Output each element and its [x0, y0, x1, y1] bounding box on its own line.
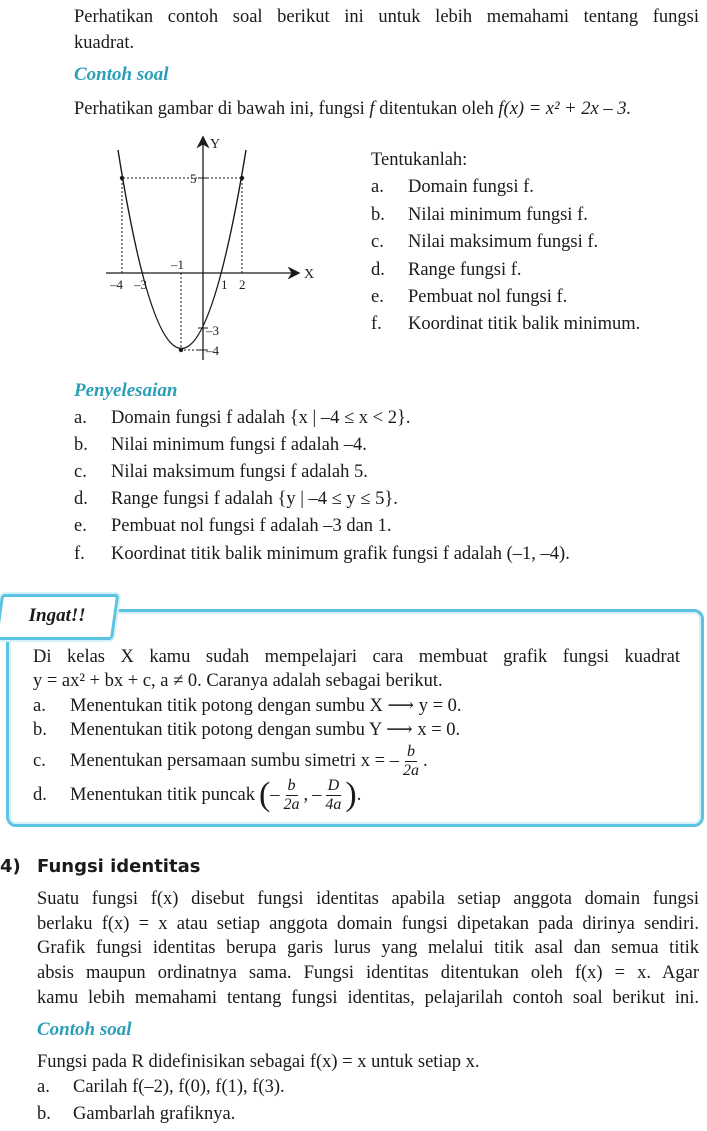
point-max-right [240, 176, 244, 180]
period: . [422, 750, 428, 771]
open-paren: ( [258, 776, 271, 813]
solution-text: Pembuat nol fungsi f adalah –3 dan 1. [111, 516, 392, 536]
statement-formula: f(x) = x² + 2x – 3. [498, 99, 632, 119]
tick-label-5: 5 [190, 171, 197, 186]
fraction-b-over-2a: $\frac{b}{2a}$ [283, 776, 300, 813]
task-label: a. [371, 177, 384, 197]
section4-para-line: absis maupun ordinatnya sama. Fungsi identitas ditentukan oleh f(x) = x. Agar [37, 963, 699, 983]
solution-label: f. [74, 544, 85, 564]
example-statement [74, 96, 631, 122]
solution-label: c. [74, 462, 87, 482]
solution-label: e. [74, 516, 87, 536]
task-item [371, 260, 522, 281]
solution-text: Domain fungsi f adalah {x | –4 ≤ x < 2}. [111, 408, 411, 428]
statement-f: f [369, 99, 375, 119]
solution-item [74, 408, 410, 429]
section-4-heading [0, 856, 200, 877]
solution-item [74, 435, 367, 456]
section4-para-line: berlaku f(x) = x atau setiap anggota domain fungsi dipetakan pada dirinya sendiri. [37, 914, 699, 934]
section4-para-line: kamu lebih memahami tentang fungsi identitas, pelajarilah contoh soal berikut ini. [37, 988, 699, 1008]
ingat-label: a. [33, 696, 46, 716]
parabola-graph [100, 132, 330, 368]
ingat-tab [0, 594, 119, 640]
task-text: Domain fungsi f. [408, 177, 534, 197]
close-paren: ) [345, 776, 357, 813]
ingat-text: Menentukan persamaan sumbu simetri x = – [70, 750, 399, 771]
tick-label-minus4-left: –4 [110, 277, 123, 292]
comma: , [303, 784, 309, 805]
solution-item [74, 462, 368, 483]
minus-sign: – [270, 784, 280, 805]
section4-para-line: Suatu fungsi f(x) disebut fungsi identitas apabila setiap anggota domain fungsi [37, 889, 699, 909]
task-item [371, 287, 567, 308]
task-text: Nilai minimum fungsi f. [408, 205, 588, 225]
ingat-text: Menentukan titik potong dengan sumbu Y ⟶ x = 0. [70, 720, 461, 740]
task-text: Pembuat nol fungsi f. [408, 287, 568, 307]
solution-text: Range fungsi f adalah {y | –4 ≤ y ≤ 5}. [111, 489, 398, 509]
solution-label: b. [74, 435, 88, 455]
tick-label-1: 1 [221, 277, 228, 292]
point-vertex [179, 348, 183, 352]
ingat-tab-label: Ingat!! [28, 605, 86, 626]
ingat-text: Menentukan titik puncak [70, 784, 255, 805]
tasks-title: Tentukanlah: [371, 150, 468, 170]
ingat-label: c. [33, 750, 46, 771]
section4-label: b. [37, 1104, 51, 1124]
solution-item [74, 516, 392, 537]
ingat-item [33, 719, 460, 741]
ingat-text: Menentukan titik potong dengan sumbu X ⟶ y = 0. [70, 696, 462, 716]
statement-mid: ditentukan oleh [374, 99, 499, 119]
tick-label-minus3-left: –3 [134, 277, 147, 292]
guide-vertex [181, 273, 203, 350]
section4-text: Carilah f(–2), f(0), f(1), f(3). [73, 1077, 285, 1097]
solution-text: Nilai maksimum fungsi f adalah 5. [111, 462, 368, 482]
ingat-line-1: Di kelas X kamu sudah mempelajari cara membuat grafik fungsi kuadrat [33, 647, 680, 667]
section4-item [37, 1077, 285, 1098]
task-label: d. [371, 260, 385, 280]
task-label: e. [371, 287, 384, 307]
ingat-line-2: y = ax² + bx + c, a ≠ 0. Caranya adalah sebagai berikut. [33, 671, 443, 691]
intro-line-1: Perhatikan contoh soal berikut ini untuk lebih memahami tentang fungsi [74, 7, 699, 27]
period: . [356, 784, 362, 805]
tick-label-2: 2 [239, 277, 246, 292]
tick-label-minus3-below: –3 [206, 323, 219, 338]
solution-item [74, 544, 570, 565]
fraction-b-over-2a: $\frac{b}{2a}$ [402, 742, 419, 779]
task-label: c. [371, 232, 384, 252]
section-number: 4) [0, 856, 21, 877]
ingat-label: d. [33, 784, 47, 805]
fraction-d-over-4a: $\frac{D}{4a}$ [325, 776, 342, 813]
section4-example-heading: Contoh soal [37, 1019, 132, 1040]
ingat-item-d [33, 774, 361, 816]
task-item [371, 314, 640, 335]
solution-item [74, 489, 398, 510]
minus-sign: – [312, 784, 322, 805]
tick-label-minus1-above: –1 [171, 257, 184, 272]
section4-item [37, 1104, 235, 1125]
x-axis-label: X [304, 267, 315, 282]
solution-text: Nilai minimum fungsi f adalah –4. [111, 435, 367, 455]
solution-heading: Penyelesaian [74, 380, 178, 401]
statement-prefix: Perhatikan gambar di bawah ini, fungsi [74, 99, 370, 119]
y-axis-label: Y [210, 137, 221, 152]
ingat-item [33, 695, 462, 717]
task-item [371, 205, 588, 226]
intro-line-2: kuadrat. [74, 33, 135, 53]
tick-label-minus4-below: –4 [206, 343, 219, 358]
section4-para-line: Grafik fungsi identitas berupa garis lurus yang melalui titik asal dan semua titik [37, 938, 699, 958]
solution-label: a. [74, 408, 87, 428]
solution-label: d. [74, 489, 88, 509]
task-label: f. [371, 314, 382, 334]
ingat-label: b. [33, 720, 47, 740]
task-label: b. [371, 205, 385, 225]
section4-example-statement: Fungsi pada R didefinisikan sebagai f(x) = x untuk setiap x. [37, 1052, 480, 1072]
solution-text: Koordinat titik balik minimum grafik fungsi f adalah (–1, –4). [111, 544, 570, 564]
example-heading: Contoh soal [74, 64, 169, 85]
section4-label: a. [37, 1077, 50, 1097]
point-max-left [120, 176, 124, 180]
task-text: Koordinat titik balik minimum. [408, 314, 641, 334]
task-item [371, 232, 598, 253]
section-title: Fungsi identitas [37, 856, 201, 877]
task-text: Nilai maksimum fungsi f. [408, 232, 599, 252]
task-item [371, 177, 534, 198]
task-text: Range fungsi f. [408, 260, 522, 280]
section4-text: Gambarlah grafiknya. [73, 1104, 236, 1124]
parabola-curve [118, 150, 246, 349]
